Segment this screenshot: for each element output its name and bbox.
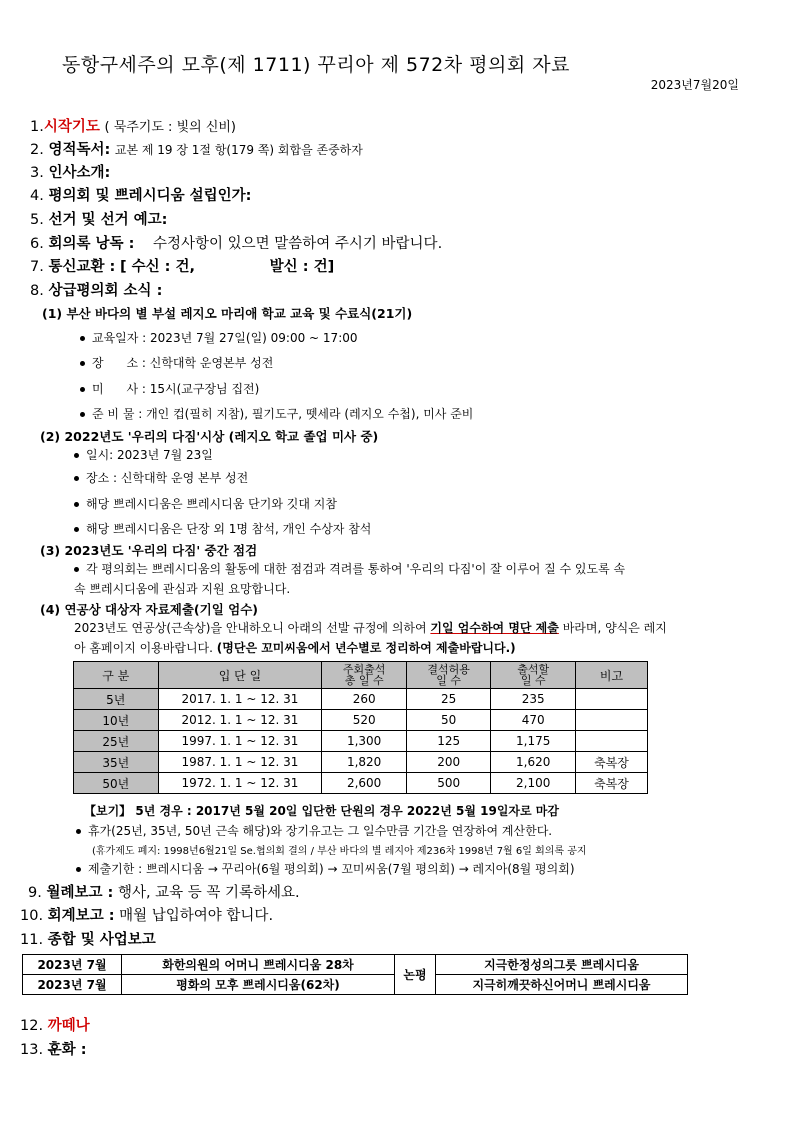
- table-cell: 1,175: [491, 731, 576, 752]
- item-label: 선거 및 선거 예고:: [48, 212, 168, 228]
- item-number: 9.: [28, 885, 42, 901]
- list-item: 일시: 2023년 7월 23일: [74, 446, 213, 463]
- table-cell: 1,300: [322, 731, 407, 752]
- item-number: 4.: [30, 188, 44, 204]
- item-9: [28, 881, 300, 902]
- item-text: 매월 납입하여야 합니다.: [119, 908, 274, 924]
- table-cell: 지극한정성의그릇 쁘레시디움: [436, 955, 688, 975]
- item-11: [20, 928, 156, 949]
- column-header: 출석할 일 수: [491, 662, 576, 689]
- column-header: 비고: [575, 662, 647, 689]
- bullet-icon: [80, 387, 85, 392]
- item-label: 회의록 낭독 :: [48, 236, 135, 252]
- table-cell: 지극히깨끗하신어머니 쁘레시디움: [436, 975, 688, 995]
- item-label: 평의회 및 쁘레시디움 설립인가:: [48, 188, 252, 204]
- table-cell: 500: [406, 773, 491, 794]
- table-cell: 125: [406, 731, 491, 752]
- table-cell: 35년: [74, 752, 159, 773]
- section-3-heading: (3) 2023년도 '우리의 다짐' 중간 점검: [40, 543, 258, 558]
- item-number: 13.: [20, 1042, 44, 1058]
- paragraph-line: 아 홈페이지 이용바랍니다. (명단은 꼬미씨움에서 년수별로 정리하여 제출바랍니다.): [74, 641, 516, 655]
- column-header: 입 단 일: [158, 662, 322, 689]
- award-table: [73, 661, 648, 794]
- bullet-icon: [74, 476, 79, 481]
- paragraph-line: 각 평의회는 쁘레시디움의 활동에 대한 점검과 격려를 통하여 '우리의 다짐'이 잘 이루어 질 수 있도록 속: [74, 560, 625, 577]
- bullet-icon: [74, 567, 79, 572]
- bullet-icon: [80, 412, 85, 417]
- table-cell: 260: [322, 689, 407, 710]
- table-cell: [575, 710, 647, 731]
- bullet-icon: [74, 502, 79, 507]
- item-1: [30, 115, 236, 136]
- table-cell: 2023년 7월: [23, 975, 122, 995]
- list-item: 해당 쁘레시디움은 쁘레시디움 단기와 깃대 지참: [74, 495, 337, 512]
- item-label: 상급평의회 소식 :: [48, 283, 163, 299]
- item-12: [20, 1014, 90, 1035]
- item-number: 1.: [30, 119, 44, 135]
- review-label: 논평: [395, 955, 436, 995]
- list-item: 휴가(25년, 35년, 50년 근속 해당)와 장기유고는 그 일수만큼 기간을 연장하여 계산한다.: [76, 822, 552, 839]
- page-title: 동항구세주의 모후(제 1711) 꾸리아 제 572차 평의회 자료: [62, 54, 570, 76]
- item-text: 수정사항이 있으면 말씀하여 주시기 바랍니다.: [153, 236, 443, 252]
- section-2-heading: (2) 2022년도 '우리의 다짐'시상 (레지오 학교 졸업 미사 중): [40, 429, 379, 444]
- paragraph-line: 속 쁘레시디움에 관심과 지원 요망합니다.: [74, 582, 291, 596]
- table-cell: 25: [406, 689, 491, 710]
- list-item: 미 사 : 15시(교구장님 집전): [80, 380, 259, 397]
- item-10: [20, 904, 273, 925]
- table-cell: 235: [491, 689, 576, 710]
- column-header: 구 분: [74, 662, 159, 689]
- table-cell: 2012. 1. 1 ~ 12. 31: [158, 710, 322, 731]
- item-7: [30, 255, 334, 276]
- item-label: 통신교환 :: [48, 259, 116, 275]
- footnote: (휴가제도 폐지: 1998년6월21일 Se.협의회 결의 / 부산 바다의 별 레지아 제236차 1998년 7월 6일 회의록 공지: [92, 846, 587, 857]
- received-count: [ 수신 : 건,: [119, 259, 196, 275]
- table-cell: 2023년 7월: [23, 955, 122, 975]
- table-cell: 2017. 1. 1 ~ 12. 31: [158, 689, 322, 710]
- table-row: [74, 710, 648, 731]
- bullet-icon: [80, 361, 85, 366]
- deadline-emphasis: 기일 엄수하여 명단 제출: [430, 621, 559, 635]
- table-header-row: [74, 662, 648, 689]
- item-4: [30, 184, 252, 205]
- list-item: 교육일자 : 2023년 7월 27일(일) 09:00 ~ 17:00: [80, 329, 358, 346]
- item-number: 7.: [30, 259, 44, 275]
- item-6: [30, 232, 442, 253]
- table-cell: 1987. 1. 1 ~ 12. 31: [158, 752, 322, 773]
- table-row: [74, 773, 648, 794]
- table-cell: 50년: [74, 773, 159, 794]
- item-number: 11.: [20, 932, 44, 948]
- item-text: 교본 제 19 장 1절 항(179 쪽) 회합을 존중하자: [114, 143, 363, 157]
- submission-note: (명단은 꼬미씨움에서 년수별로 정리하여 제출바랍니다.): [216, 641, 516, 655]
- table-cell: 2,100: [491, 773, 576, 794]
- table-cell: 축복장: [575, 773, 647, 794]
- table-cell: 200: [406, 752, 491, 773]
- item-8: [30, 279, 162, 300]
- item-3: [30, 161, 110, 182]
- list-item: 해당 쁘레시디움은 단장 외 1명 참석, 개인 수상자 참석: [74, 520, 371, 537]
- bullet-icon: [74, 453, 79, 458]
- bullet-icon: [74, 527, 79, 532]
- item-number: 2.: [30, 142, 44, 158]
- summary-table: [22, 954, 688, 995]
- item-2: [30, 138, 363, 159]
- table-cell: 25년: [74, 731, 159, 752]
- table-cell: 화한의원의 어머니 쁘레시디움 28차: [122, 955, 395, 975]
- column-header: 결석허용 일 수: [406, 662, 491, 689]
- table-cell: 520: [322, 710, 407, 731]
- table-cell: 470: [491, 710, 576, 731]
- item-number: 10.: [20, 908, 44, 924]
- table-row: [74, 731, 648, 752]
- item-label: 영적독서:: [48, 142, 111, 158]
- table-row: [74, 752, 648, 773]
- table-cell: 평화의 모후 쁘레시디움(62차): [122, 975, 395, 995]
- item-13: [20, 1038, 87, 1059]
- table-row: [23, 975, 688, 995]
- table-cell: 1,620: [491, 752, 576, 773]
- table-cell: 2,600: [322, 773, 407, 794]
- table-cell: 1972. 1. 1 ~ 12. 31: [158, 773, 322, 794]
- sent-count: 발신 : 건]: [269, 259, 335, 275]
- item-label: 훈화 :: [47, 1042, 87, 1058]
- table-cell: 10년: [74, 710, 159, 731]
- list-item: 장소 : 신학대학 운영 본부 성전: [74, 469, 248, 486]
- table-cell: 축복장: [575, 752, 647, 773]
- item-text: ( 묵주기도 : 빛의 신비): [104, 120, 237, 135]
- item-number: 8.: [30, 283, 44, 299]
- table-cell: [575, 689, 647, 710]
- item-number: 3.: [30, 165, 44, 181]
- list-item: 장 소 : 신학대학 운영본부 성전: [80, 354, 273, 371]
- item-label: 까떼나: [47, 1018, 90, 1034]
- bullet-icon: [76, 829, 81, 834]
- item-label: 종합 및 사업보고: [47, 932, 156, 948]
- item-number: 12.: [20, 1018, 44, 1034]
- example-note: 【보기】 5년 경우 : 2017년 5월 20일 입단한 단원의 경우 2022년 5월 19일자로 마감: [84, 804, 559, 818]
- item-5: [30, 208, 167, 229]
- paragraph-line: 2023년도 연공상(근속상)을 안내하오니 아래의 선발 규정에 의하여 기일 엄수하여 명단 제출 바라며, 양식은 레지: [74, 621, 667, 635]
- item-label: 월례보고 :: [46, 885, 114, 901]
- bullet-icon: [80, 336, 85, 341]
- table-row: [74, 689, 648, 710]
- table-cell: 5년: [74, 689, 159, 710]
- item-label: 회계보고 :: [47, 908, 115, 924]
- list-item: 준 비 물 : 개인 컵(필히 지참), 필기도구, 뗏세라 (레지오 수첩), 미사 준비: [80, 405, 473, 422]
- list-item: 제출기한 : 쁘레시디움 → 꾸리아(6월 평의회) → 꼬미씨움(7월 평의회) → 레지아(8월 평의회): [76, 860, 575, 877]
- item-label: 시작기도: [43, 119, 100, 135]
- item-number: 6.: [30, 236, 44, 252]
- table-row: [23, 955, 688, 975]
- bullet-icon: [76, 867, 81, 872]
- item-number: 5.: [30, 212, 44, 228]
- section-1-heading: (1) 부산 바다의 별 부설 레지오 마리애 학교 교육 및 수료식(21기): [42, 306, 413, 321]
- document-date: 2023년7월20일: [650, 78, 739, 92]
- table-cell: 1,820: [322, 752, 407, 773]
- column-header: 주회출석 총 일 수: [322, 662, 407, 689]
- section-4-heading: (4) 연공상 대상자 자료제출(기일 엄수): [40, 602, 259, 617]
- item-label: 인사소개:: [48, 165, 111, 181]
- table-cell: [575, 731, 647, 752]
- item-text: 행사, 교육 등 꼭 기록하세요.: [117, 885, 300, 901]
- table-cell: 1997. 1. 1 ~ 12. 31: [158, 731, 322, 752]
- table-cell: 50: [406, 710, 491, 731]
